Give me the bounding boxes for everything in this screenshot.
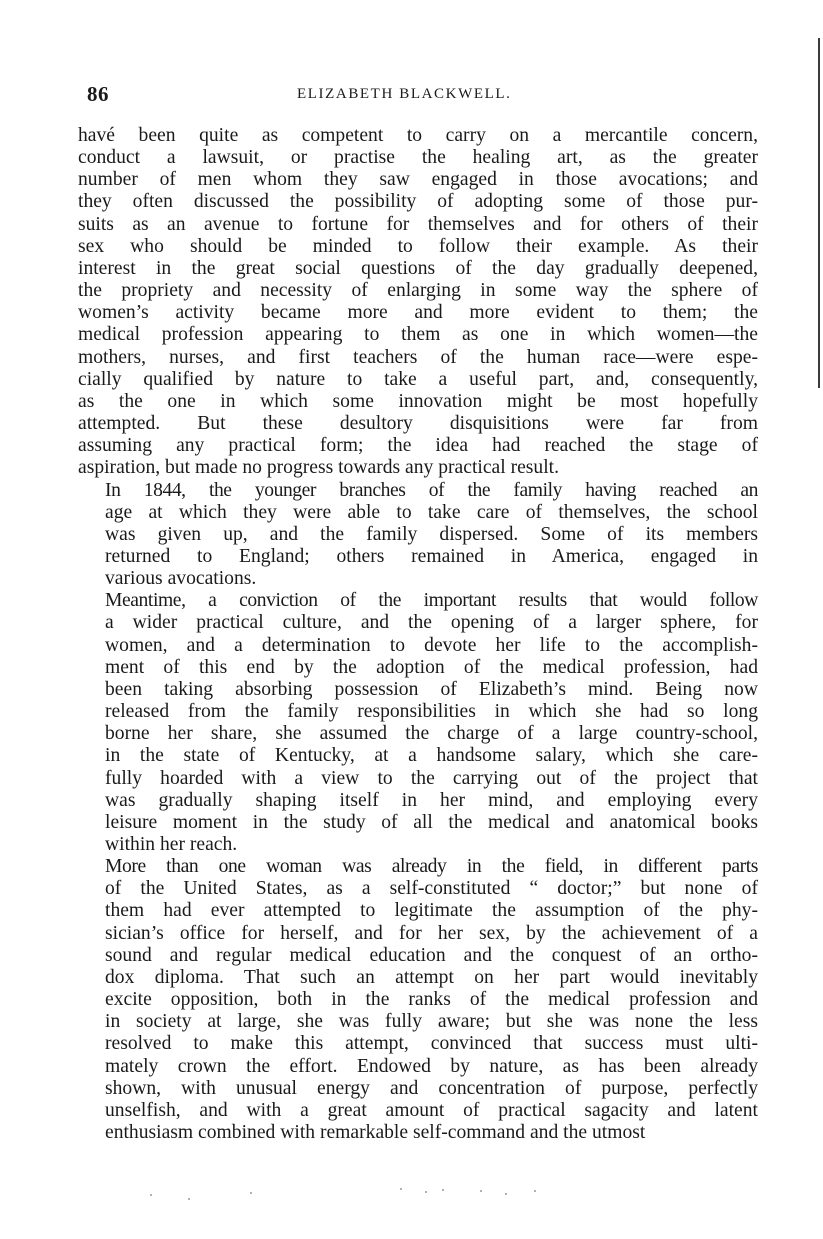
text-line: excite opposition, both in the ranks of the medical profession and — [105, 989, 758, 1011]
paragraph — [78, 590, 758, 856]
text-line: cially qualified by nature to take a useful part, and, consequently, — [78, 368, 758, 390]
text-line: of the United States, as a self-constituted “ doctor;” but none of — [105, 878, 758, 900]
text-line: various avocations. — [105, 568, 257, 590]
running-head: ELIZABETH BLACKWELL. — [297, 86, 512, 102]
text-line: women’s activity became more and more evident to them; the — [78, 302, 758, 324]
text-line: a wider practical culture, and the opening of a larger sphere, for — [105, 612, 758, 634]
text-line: medical profession appearing to them as one in which women—the — [78, 324, 758, 346]
text-line: havé been quite as competent to carry on a mercantile concern, — [78, 125, 758, 146]
text-line: sician’s office for herself, and for her sex, by the achievement of a — [105, 922, 758, 944]
text-line: attempted. But these desultory disquisitions were far from — [78, 413, 758, 435]
text-line: in society at large, she was fully aware; but she was none the less — [105, 1011, 758, 1033]
paragraph — [78, 856, 758, 1144]
text-line: within her reach. — [105, 834, 238, 855]
text-line: was gradually shaping itself in her mind, and employing every — [105, 789, 758, 811]
text-line: fully hoarded with a view to the carrying out of the project that — [105, 767, 758, 789]
scan-speck — [505, 1193, 507, 1195]
scan-specks — [130, 1188, 570, 1208]
scan-speck — [534, 1190, 536, 1192]
text-line: suits as an avenue to fortune for themselves and for others of their — [78, 213, 758, 235]
text-line: number of men whom they saw engaged in those avocations; and — [78, 169, 758, 191]
text-line: shown, with unusual energy and concentration of purpose, perfectly — [105, 1077, 758, 1099]
scan-speck — [425, 1191, 427, 1193]
text-line: as the one in which some innovation might be most hopefully — [78, 390, 758, 412]
text-line: in the state of Kentucky, at a handsome salary, which she care- — [105, 745, 758, 767]
paragraph — [78, 125, 758, 480]
text-line: age at which they were able to take care of themselves, the school — [105, 501, 758, 523]
page-edge-rule — [818, 38, 820, 388]
text-line: mothers, nurses, and first teachers of the human race—were espe- — [78, 346, 758, 368]
text-line: was given up, and the family dispersed. Some of its members — [105, 523, 758, 545]
text-line: More than one woman was already in the field, in different parts — [105, 856, 758, 878]
page-number: 86 — [87, 82, 109, 106]
text-line: mately crown the effort. Endowed by nature, as has been already — [105, 1055, 758, 1077]
text-line: returned to England; others remained in America, engaged in — [105, 545, 758, 567]
text-line: resolved to make this attempt, convinced that success must ulti- — [105, 1033, 758, 1055]
scan-speck — [442, 1189, 444, 1191]
text-line: ment of this end by the adoption of the medical profession, had — [105, 656, 758, 678]
text-line: been taking absorbing possession of Elizabeth’s mind. Being now — [105, 678, 758, 700]
text-line: assuming any practical form; the idea had reached the stage of — [78, 435, 758, 457]
text-line: them had ever attempted to legitimate the assumption of the phy- — [105, 900, 758, 922]
text-line: In 1844, the younger branches of the family having reached an — [105, 479, 758, 501]
text-line: conduct a lawsuit, or practise the healing art, as the greater — [78, 147, 758, 169]
text-line: released from the family responsibilities in which she had so long — [105, 701, 758, 723]
scan-speck — [188, 1198, 190, 1200]
text-line: dox diploma. That such an attempt on her part would inevitably — [105, 966, 758, 988]
text-line: aspiration, but made no progress towards any practical result. — [78, 457, 559, 479]
scan-speck — [250, 1192, 252, 1194]
paragraph — [78, 480, 758, 591]
text-line: sex who should be minded to follow their example. As their — [78, 235, 758, 257]
scan-speck — [480, 1190, 482, 1192]
scan-speck — [400, 1188, 402, 1190]
body-text — [78, 125, 758, 1144]
text-line: enthusiasm combined with remarkable self-command and the utmost — [105, 1122, 646, 1144]
text-line: sound and regular medical education and the conquest of an ortho- — [105, 944, 758, 966]
scan-speck — [150, 1194, 152, 1196]
text-line: leisure moment in the study of all the medical and anatomical books — [105, 811, 758, 833]
text-line: women, and a determination to devote her life to the accomplish- — [105, 634, 758, 656]
text-line: the propriety and necessity of enlarging in some way the sphere of — [78, 280, 758, 302]
text-line: interest in the great social questions of the day gradually deepened, — [78, 257, 758, 279]
page-header — [87, 82, 757, 112]
text-line: unselfish, and with a great amount of practical sagacity and latent — [105, 1099, 758, 1121]
text-line: borne her share, she assumed the charge of a large country-school, — [105, 723, 758, 745]
text-line: Meantime, a conviction of the important results that would follow — [105, 590, 758, 612]
text-line: they often discussed the possibility of adopting some of those pur- — [78, 191, 758, 213]
